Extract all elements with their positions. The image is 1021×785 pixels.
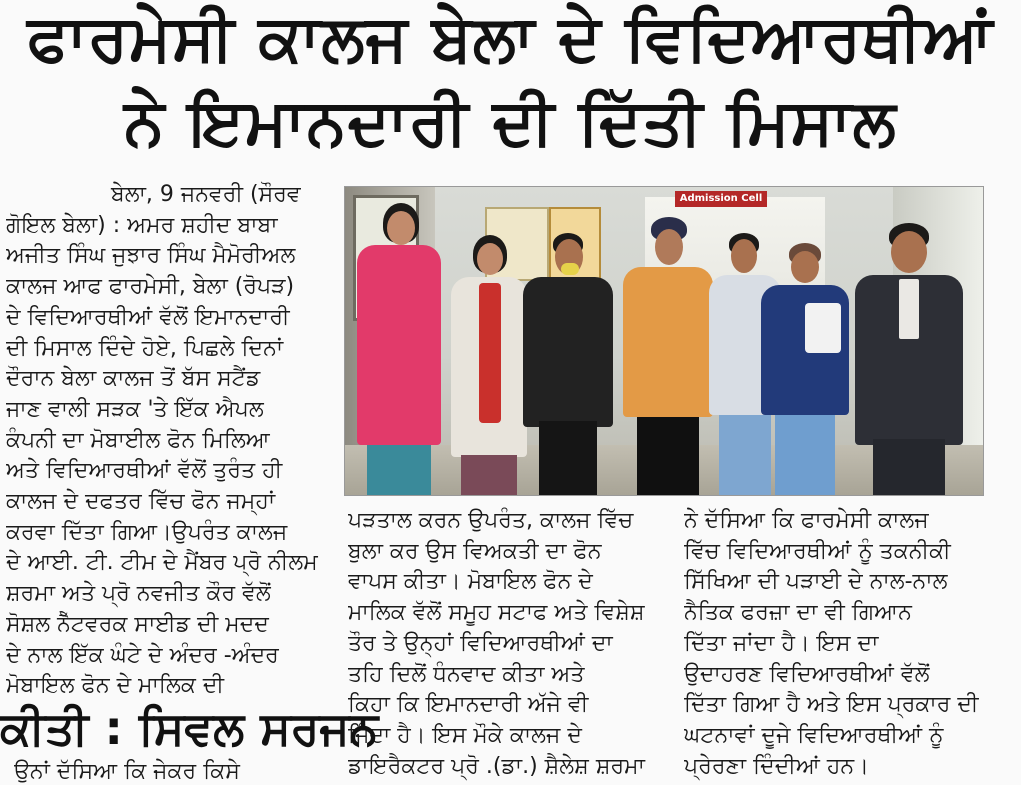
person-figure xyxy=(759,243,851,495)
column-line: ਨੇ ਦੱਸਿਆ ਕਿ ਫਾਰਮੇਸੀ ਕਾਲਜ xyxy=(684,508,929,533)
person-head xyxy=(387,211,415,245)
column-line: ਦੇ ਆਈ. ਟੀ. ਟੀਮ ਦੇ ਮੈਂਬਰ ਪ੍ਰੋ ਨੀਲਮ xyxy=(6,550,318,576)
person-legs xyxy=(539,421,597,495)
headline-line-2: ਨੇ ਇਮਾਨਦਾਰੀ ਦੀ ਦਿੱਤੀ ਮਿਸਾਲ xyxy=(124,86,897,160)
column-line: ਬੁਲਾ ਕਰ ਉਸ ਵਿਅਕਤੀ ਦਾ ਫੋਨ xyxy=(348,538,602,564)
person-body xyxy=(523,277,613,427)
column-line: ਅਜੀਤ ਸਿੰਘ ਜੁਝਾਰ ਸਿੰਘ ਮੈਮੋਰੀਅਲ xyxy=(6,243,296,269)
column-line: ਤੌਰ ਤੇ ਉਨ੍ਹਾਂ ਵਿਦਿਆਰਥੀਆਂ ਦਾ xyxy=(348,630,613,656)
column-line: ਅਤੇ ਵਿਦਿਆਰਥੀਆਂ ਵੱਲੋਂ ਤੁਰੰਤ ਹੀ xyxy=(6,458,283,484)
admission-cell-sign: Admission Cell xyxy=(675,191,767,207)
person-sweater-panel xyxy=(805,303,841,353)
column-line: ਕਾਲਜ ਦੇ ਦਫਤਰ ਵਿੱਚ ਫੋਨ ਜਮ੍ਹਾਂ xyxy=(6,489,276,515)
column-line: ਦੌਰਾਨ ਬੇਲਾ ਕਾਲਜ ਤੋਂ ਬੱਸ ਸਟੈਂਡ xyxy=(6,366,261,392)
person-scarf xyxy=(479,283,501,423)
column-line: ਸੋਸ਼ਲ ਨੈੱਟਵਰਕ ਸਾਈਡ ਦੀ ਮਦਦ xyxy=(6,611,269,637)
person-legs xyxy=(775,415,835,495)
column-line: ਕਰਵਾ ਦਿੱਤਾ ਗਿਆ।ਉਪਰੰਤ ਕਾਲਜ xyxy=(6,519,288,545)
column-line: ਦਿੱਤਾ ਜਾਂਦਾ ਹੈ। ਇਸ ਦਾ xyxy=(684,630,879,656)
column-line: ਪ੍ਰੇਰਣਾ ਦਿੰਦੀਆਂ ਹਨ। xyxy=(684,753,869,779)
person-legs xyxy=(367,445,431,495)
next-article-headline: ਕੀਤੀ : ਸਿਵਲ ਸਰਜਨ xyxy=(0,701,379,755)
next-article-first-line: ਉਨਾਂ ਦੱਸਿਆ ਕਿ ਜੇਕਰ ਕਿਸੇ xyxy=(14,759,240,784)
person-head xyxy=(731,239,757,273)
person-figure xyxy=(851,223,967,495)
column-line: ਸ਼ਰਮਾ ਅਤੇ ਪ੍ਰੋ ਨਵਜੀਤ ਕੌਰ ਵੱਲੋਂ xyxy=(6,581,271,607)
person-shirt xyxy=(899,279,919,339)
article-column-right xyxy=(684,506,994,782)
person-head xyxy=(655,229,683,265)
column-line: ਜਾਣ ਵਾਲੀ ਸੜਕ 'ਤੇ ਇੱਕ ਐਪਲ xyxy=(6,396,264,422)
headline-line-1: ਫਾਰਮੇਸੀ ਕਾਲਜ ਬੇਲਾ ਦੇ ਵਿਦਿਆਰਥੀਆਂ xyxy=(27,2,994,76)
person-legs xyxy=(461,455,517,495)
column-line: ਜਿੰਦਾ ਹੈ। ਇਸ ਮੌਕੇ ਕਾਲਜ ਦੇ xyxy=(348,722,582,748)
column-line: ਕੰਪਨੀ ਦਾ ਮੋਬਾਈਲ ਫੋਨ ਮਿਲਿਆ xyxy=(6,427,270,453)
person-legs xyxy=(637,417,699,495)
column-line: ਘਟਨਾਵਾਂ ਦੂਜੇ ਵਿਦਿਆਰਥੀਆਂ ਨੂੰ xyxy=(684,722,944,748)
column-line: ਮਾਲਿਕ ਵੱਲੋਂ ਸਮੂਹ ਸਟਾਫ ਅਤੇ ਵਿਸ਼ੇਸ਼ xyxy=(348,600,645,626)
person-figure xyxy=(353,195,443,495)
column-line: ਕਿਹਾ ਕਿ ਇਮਾਨਦਾਰੀ ਅੱਜੇ ਵੀ xyxy=(348,692,589,718)
column-line: ਦੇ ਵਿਦਿਆਰਥੀਆਂ ਵੱਲੋਂ ਇਮਾਨਦਾਰੀ xyxy=(6,304,290,330)
person-head xyxy=(477,243,503,275)
person-mask xyxy=(561,263,579,275)
person-figure xyxy=(521,233,615,495)
person-legs xyxy=(873,439,945,495)
column-line: ਨੈਤਿਕ ਫਰਜ਼ਾ ਦਾ ਵੀ ਗਿਆਨ xyxy=(684,600,912,626)
article-column-left xyxy=(6,180,330,702)
column-line: ਕਾਲਜ ਆਫ ਫਾਰਮੇਸੀ, ਬੇਲਾ (ਰੋਪੜ) xyxy=(6,274,295,300)
column-line: ਉਦਾਹਰਣ ਵਿਦਿਆਰਥੀਆਂ ਵੱਲੋਂ xyxy=(684,661,930,687)
column-line: ਦੀ ਮਿਸਾਲ ਦਿੰਦੇ ਹੋਏ, ਪਿਛਲੇ ਦਿਨਾਂ xyxy=(6,335,284,361)
column-line: ਵਿੱਚ ਵਿਦਿਆਰਥੀਆਂ ਨੂੰ ਤਕਨੀਕੀ xyxy=(684,538,951,564)
column-line: ਗੋਇਲ ਬੇਲਾ) : ਅਮਰ ਸ਼ਹੀਦ ਬਾਬਾ xyxy=(6,212,278,238)
dateline: ਬੇਲਾ, 9 ਜਨਵਰੀ (ਸੌਰਵ xyxy=(111,182,301,207)
column-line: ਡਾਇਰੈਕਟਰ ਪ੍ਰੋ .(ਡਾ.) ਸ਼ੈਲੇਸ਼ ਸ਼ਰਮਾ xyxy=(348,753,645,779)
person-figure xyxy=(621,217,715,495)
news-photo xyxy=(344,186,984,496)
person-body xyxy=(623,267,713,417)
person-head xyxy=(891,231,927,273)
article-column-middle xyxy=(348,506,686,782)
column-line: ਸਿੱਖਿਆ ਦੀ ਪੜਾਈ ਦੇ ਨਾਲ-ਨਾਲ xyxy=(684,569,948,595)
column-line: ਵਾਪਸ ਕੀਤਾ। ਮੋਬਾਇਲ ਫੋਨ ਦੇ xyxy=(348,569,593,595)
person-figure xyxy=(449,235,529,495)
column-line: ਤਹਿ ਦਿਲੋਂ ਧੰਨਵਾਦ ਕੀਤਾ ਅਤੇ xyxy=(348,661,585,687)
column-line: ਦੇ ਨਾਲ ਇੱਕ ਘੰਟੇ ਦੇ ਅੰਦਰ -ਅੰਦਰ xyxy=(6,642,279,668)
column-line: ਪੜਤਾਲ ਕਰਨ ਉਪਰੰਤ, ਕਾਲਜ ਵਿੱਚ xyxy=(348,508,634,533)
column-line: ਮੋਬਾਇਲ ਫੋਨ ਦੇ ਮਾਲਿਕ ਦੀ xyxy=(6,673,225,699)
column-line: ਦਿੱਤਾ ਗਿਆ ਹੈ ਅਤੇ ਇਸ ਪ੍ਰਕਾਰ ਦੀ xyxy=(684,692,979,718)
person-body xyxy=(357,245,441,445)
person-head xyxy=(791,251,819,283)
